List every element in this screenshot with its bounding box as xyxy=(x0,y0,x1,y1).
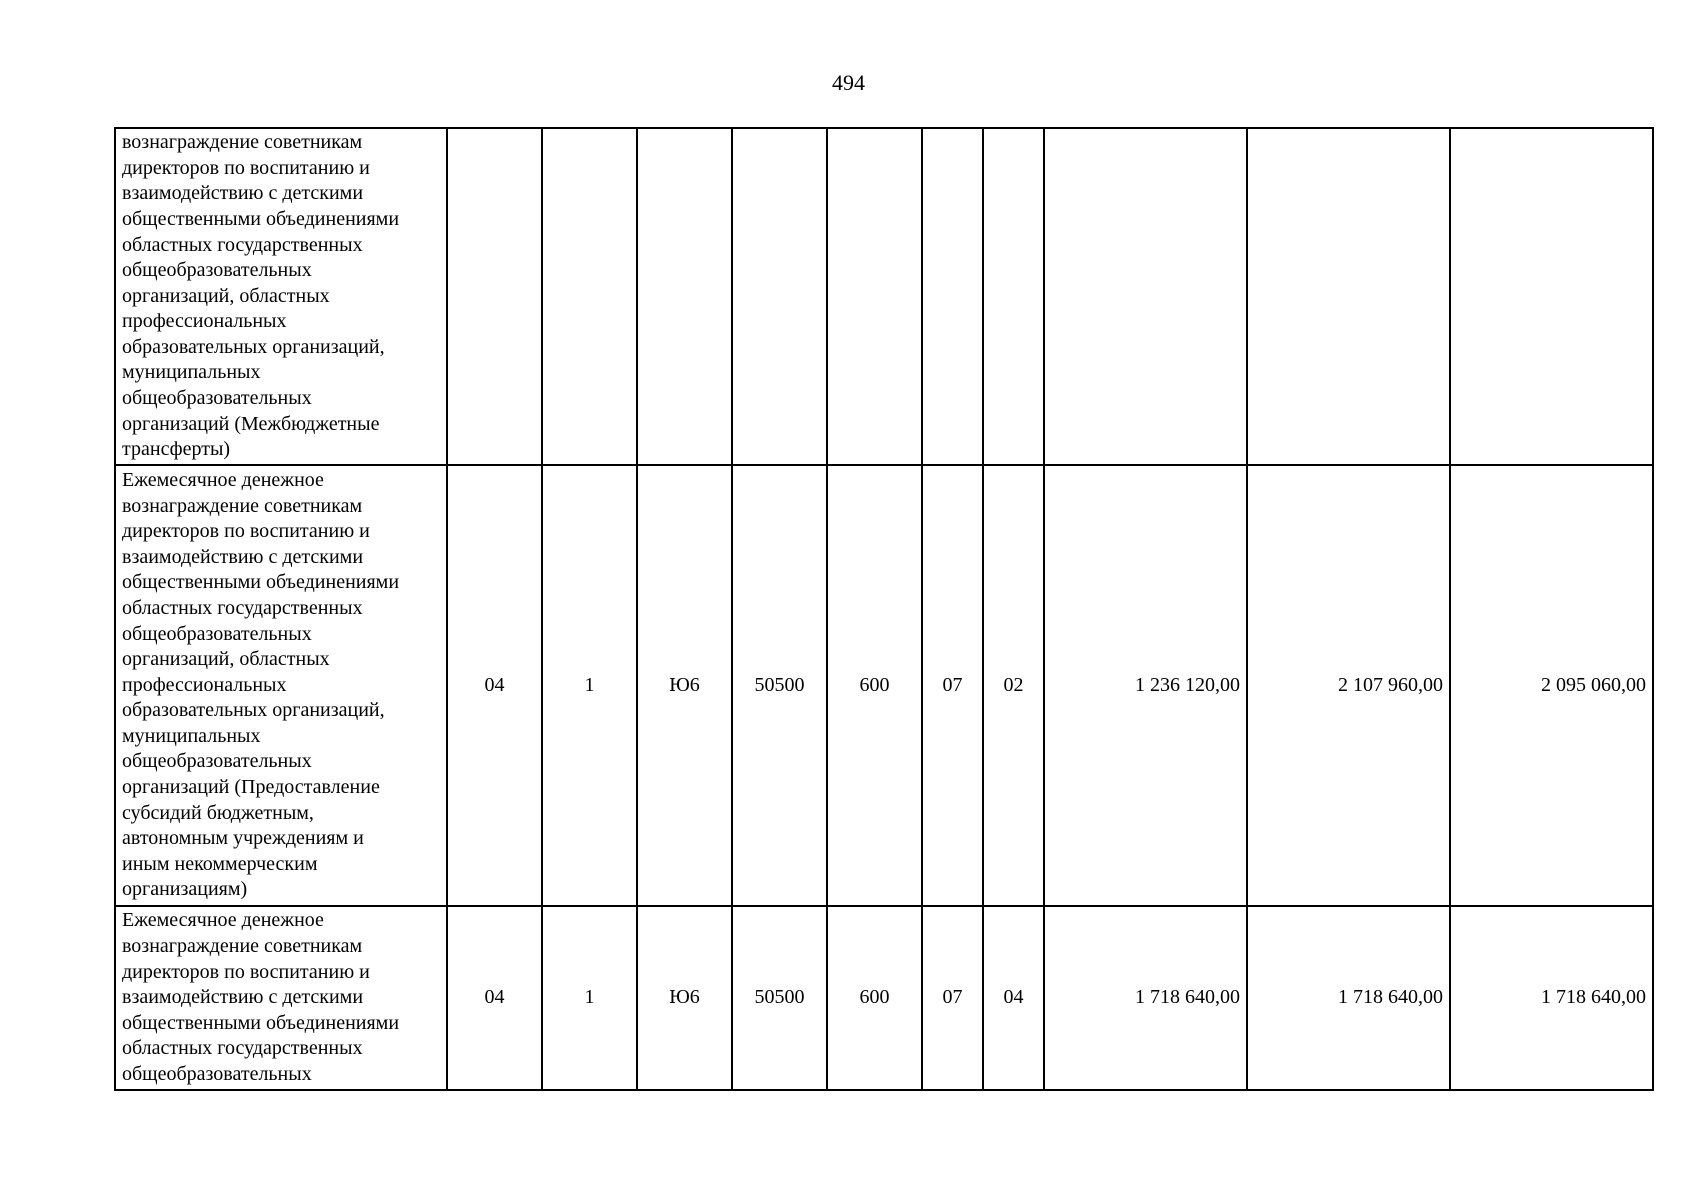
amount-year-3 xyxy=(1450,128,1653,465)
amount-year-3: 2 095 060,00 xyxy=(1450,465,1653,906)
amount-year-2 xyxy=(1247,128,1450,465)
subsection-code: 02 xyxy=(983,465,1044,906)
program-code: 04 xyxy=(447,465,542,906)
section-code: 07 xyxy=(922,465,983,906)
section-code xyxy=(922,128,983,465)
table-row xyxy=(115,128,1653,465)
page-number: 494 xyxy=(832,70,865,95)
main-event-code xyxy=(637,128,732,465)
subprogram-code: 1 xyxy=(542,906,637,1090)
section-code: 07 xyxy=(922,906,983,1090)
amount-year-3: 1 718 640,00 xyxy=(1450,906,1653,1090)
amount-year-2: 2 107 960,00 xyxy=(1247,465,1450,906)
table-row xyxy=(115,906,1653,1090)
program-code: 04 xyxy=(447,906,542,1090)
table-row xyxy=(115,465,1653,906)
expense-description: Ежемесячное денежное вознаграждение советникам директоров по воспитанию и взаимодействию с детскими общественными объединениями областных государственных общеобразовательных организаций, областных профессиональных образовательных организаций, муниципальных общеобразовательных организаций (Предоставление субсидий бюджетным, автономным учреждениям и иным некоммерческим организациям) xyxy=(115,465,447,906)
subprogram-code: 1 xyxy=(542,465,637,906)
expense-description: Ежемесячное денежное вознаграждение советникам директоров по воспитанию и взаимодействию с детскими общественными объединениями областных государственных общеобразовательных xyxy=(115,906,447,1090)
budget-table xyxy=(114,127,1654,1091)
subsection-code xyxy=(983,128,1044,465)
main-event-code: Ю6 xyxy=(637,906,732,1090)
direction-code: 50500 xyxy=(732,906,827,1090)
amount-year-2: 1 718 640,00 xyxy=(1247,906,1450,1090)
amount-year-1 xyxy=(1044,128,1247,465)
direction-code: 50500 xyxy=(732,465,827,906)
expense-type-code xyxy=(827,128,922,465)
expense-description: вознаграждение советникам директоров по воспитанию и взаимодействию с детскими общественными объединениями областных государственных общеобразовательных организаций, областных профессиональных образовательных организаций, муниципальных общеобразовательных организаций (Межбюджетные трансферты) xyxy=(115,128,447,465)
subsection-code: 04 xyxy=(983,906,1044,1090)
expense-type-code: 600 xyxy=(827,465,922,906)
program-code xyxy=(447,128,542,465)
amount-year-1: 1 236 120,00 xyxy=(1044,465,1247,906)
direction-code xyxy=(732,128,827,465)
amount-year-1: 1 718 640,00 xyxy=(1044,906,1247,1090)
main-event-code: Ю6 xyxy=(637,465,732,906)
subprogram-code xyxy=(542,128,637,465)
expense-type-code: 600 xyxy=(827,906,922,1090)
